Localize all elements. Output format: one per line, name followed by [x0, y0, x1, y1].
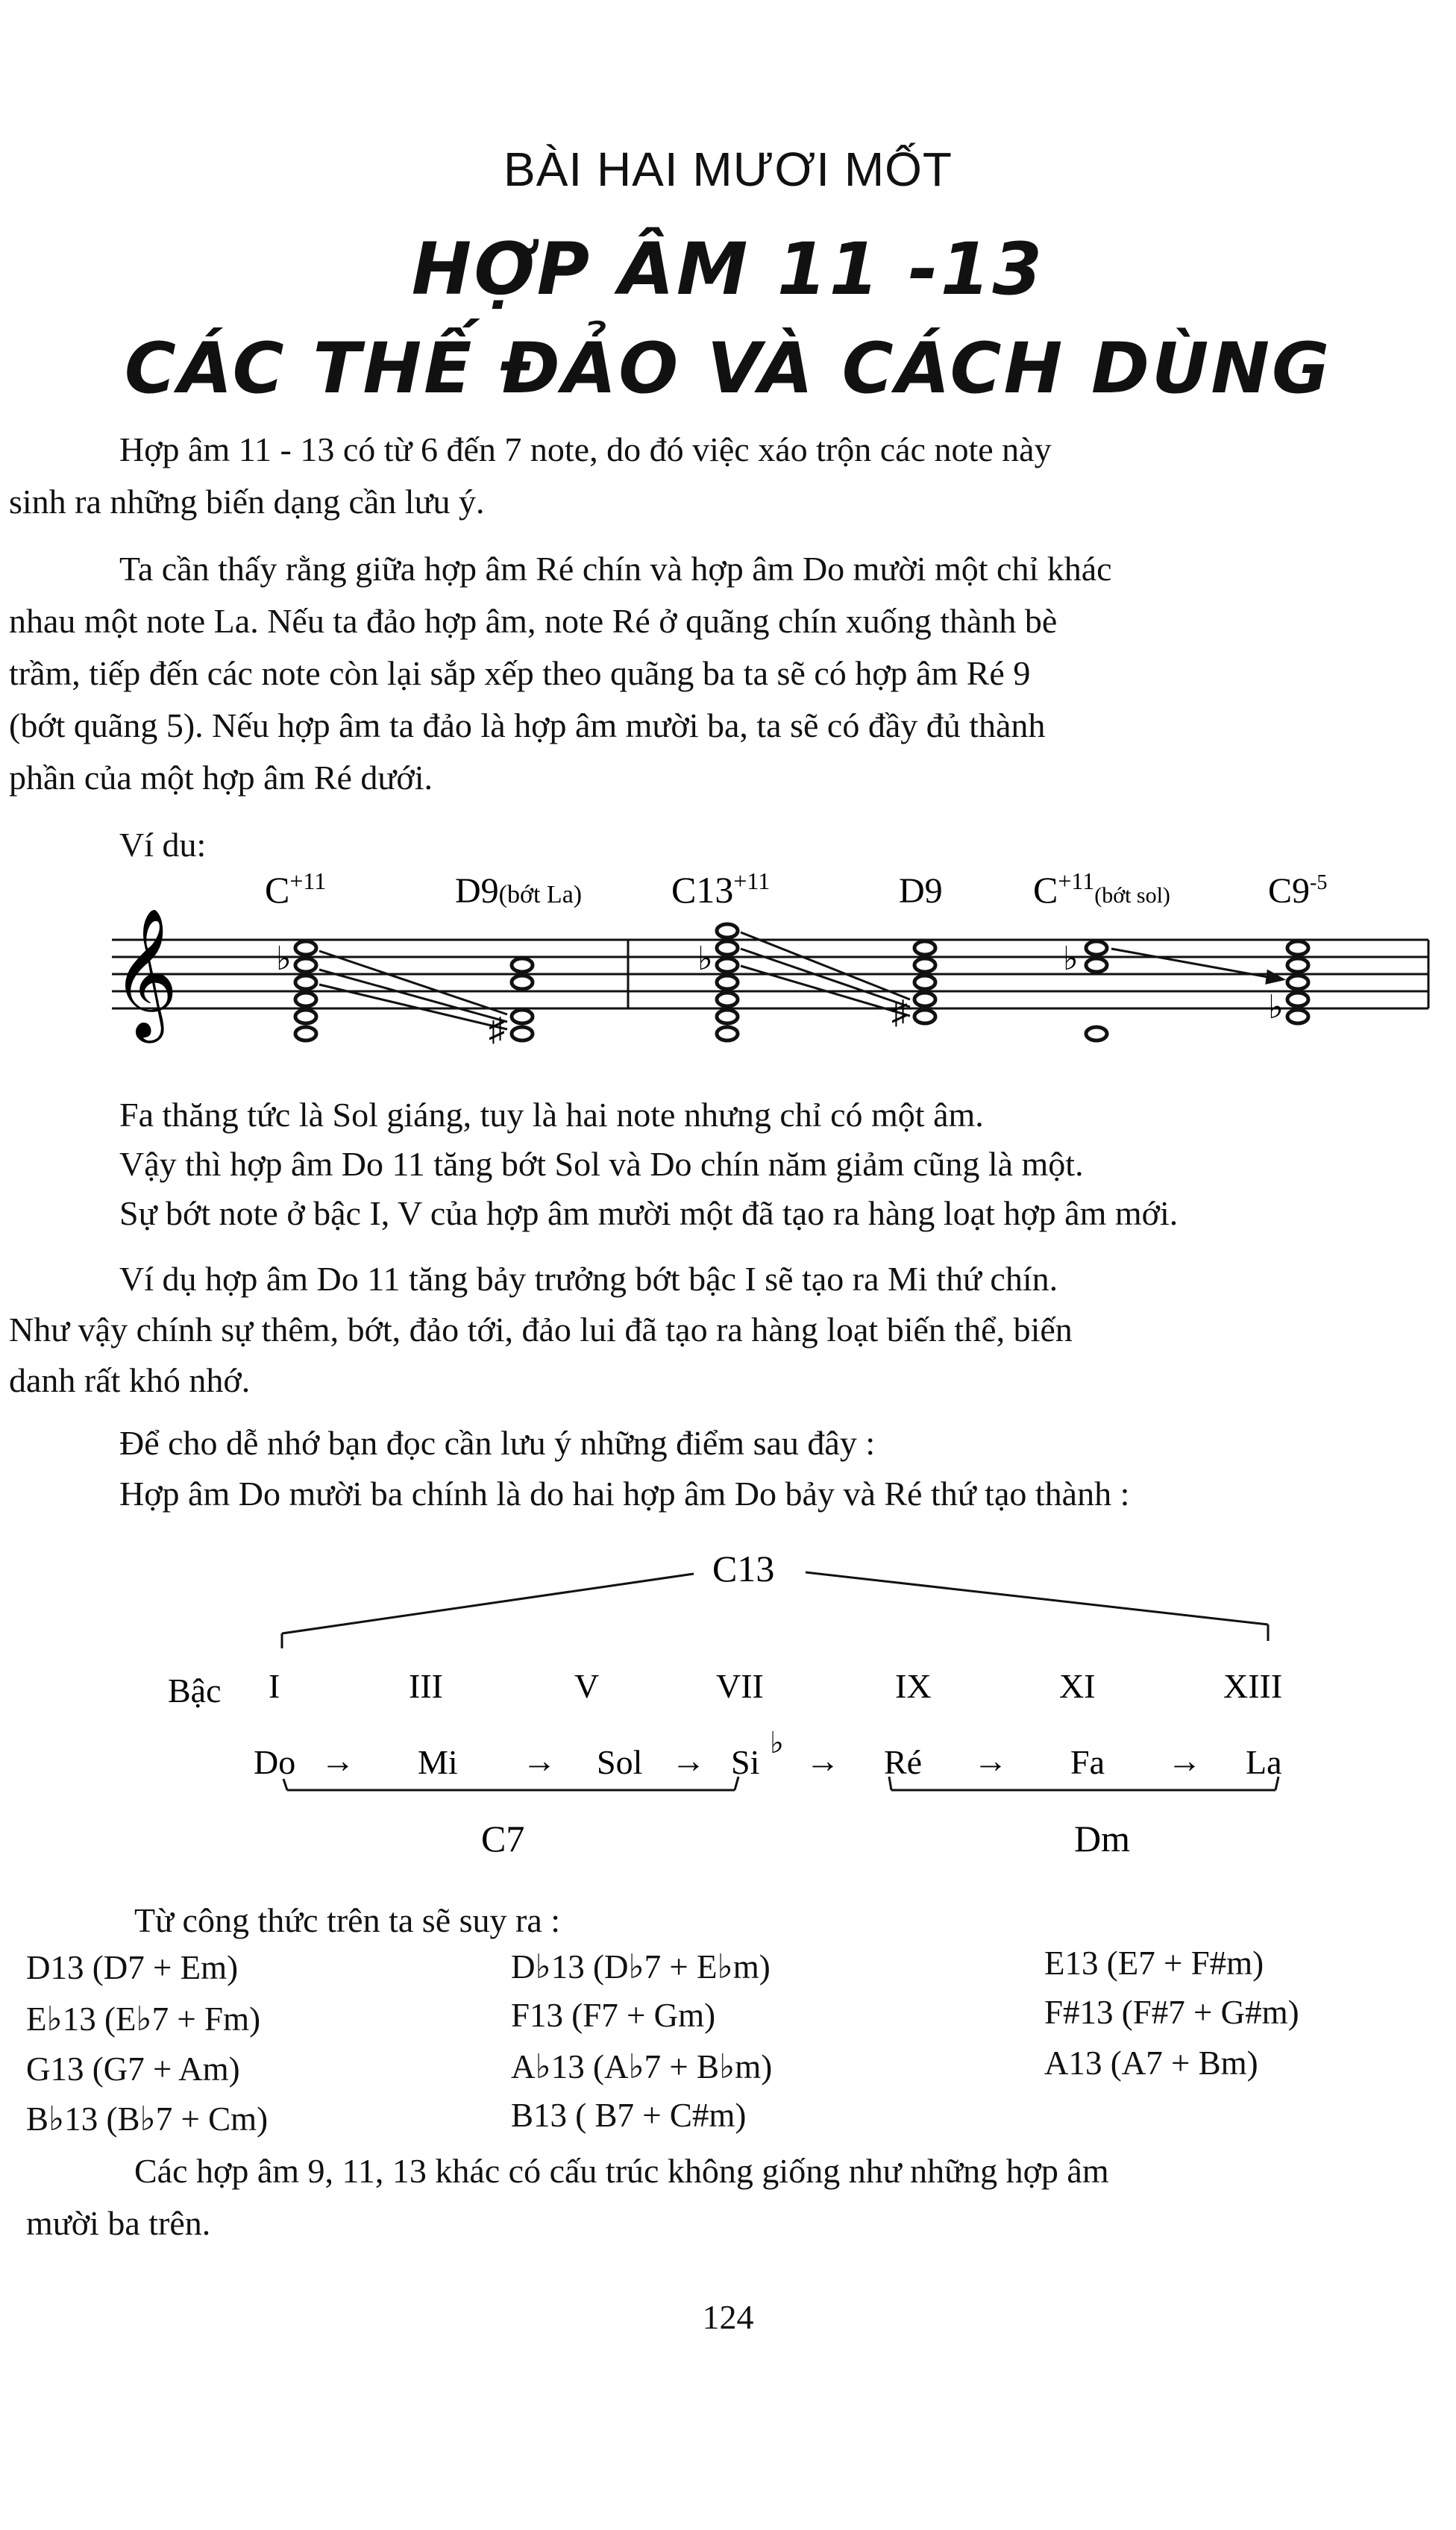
connecting-arrows — [319, 932, 1283, 1029]
note: Ré — [884, 1743, 923, 1781]
note: Si — [731, 1743, 760, 1781]
degree: I — [269, 1667, 280, 1705]
formula-cell: G13 (G7 + Am) — [26, 2050, 240, 2088]
note: Mi — [418, 1743, 458, 1781]
note: Fa — [1070, 1743, 1105, 1781]
group-label-c7: C7 — [481, 1818, 525, 1859]
diagram-top-label: C13 — [712, 1548, 775, 1589]
paragraph-line: trầm, tiếp đến các note còn lại sắp xếp theo quãng ba ta sẽ có hợp âm Ré 9 — [9, 654, 1031, 692]
arrow-icon: → — [1167, 1742, 1202, 1780]
paragraph-line: Sự bớt note ở bậc I, V của hợp âm mười một đã tạo ra hàng loạt hợp âm mới. — [119, 1194, 1179, 1232]
example-label: Ví du: — [119, 826, 207, 864]
arrow-icon: → — [321, 1742, 355, 1780]
note: Sol — [597, 1743, 643, 1781]
paragraph-line: Để cho dễ nhớ bạn đọc cần lưu ý những điểm sau đây : — [119, 1424, 876, 1462]
music-example — [0, 858, 1456, 1078]
sharp-icon: ♯ — [489, 1011, 505, 1048]
chord-d9-2 — [914, 941, 935, 1023]
note: Do — [254, 1743, 296, 1781]
page-number: 124 — [702, 2298, 754, 2336]
degree-label: Bậc — [168, 1672, 222, 1710]
paragraph-line: Hợp âm Do mười ba chính là do hai hợp âm Do bảy và Ré thứ tạo thành : — [119, 1475, 1130, 1513]
chord-symbol: D9 — [899, 871, 943, 911]
arrow-icon: → — [522, 1742, 556, 1780]
flat-icon: ♭ — [1063, 941, 1079, 977]
formulas-intro: Từ công thức trên ta sẽ suy ra : — [134, 1901, 561, 1939]
chord-symbol: $C^{+11}$ — [265, 867, 327, 911]
paragraph-line: nhau một note La. Nếu ta đảo hợp âm, note Ré ở quãng chín xuống thành bè — [9, 602, 1058, 640]
formula-cell: E♭13 (E♭7 + Fm) — [26, 2000, 261, 2038]
group-label-dm: Dm — [1074, 1818, 1130, 1859]
formula-cell: B13 ( B7 + C#m) — [511, 2097, 747, 2134]
chapter-title: HỢP ÂM 11 -13 — [411, 227, 1045, 311]
degree: IX — [895, 1667, 932, 1705]
formula-cell: D13 (D7 + Em) — [26, 1949, 239, 1986]
paragraph-line: phần của một hợp âm Ré dưới. — [9, 759, 433, 797]
flat-icon: ♭ — [1268, 989, 1284, 1026]
chapter-subtitle: CÁC THẾ ĐẢO VÀ CÁCH DÙNG — [124, 328, 1332, 409]
lesson-heading: BÀI HAI MƯƠI MỐT — [503, 142, 953, 196]
paragraph-line: danh rất khó nhớ. — [9, 1361, 251, 1399]
formula-cell: F#13 (F#7 + G#m) — [1044, 1994, 1299, 2031]
degree: VII — [716, 1667, 764, 1705]
chord-d9 — [512, 958, 533, 1040]
paragraph-line: mười ba trên. — [26, 2204, 211, 2242]
arrow-icon: → — [806, 1742, 840, 1780]
note-heads — [295, 924, 1308, 1040]
flat-icon: ♭ — [276, 941, 292, 977]
chord-c9-5 — [1287, 941, 1308, 1023]
flat-icon: ♭ — [697, 941, 713, 977]
paragraph-line: (bớt quãng 5). Nếu hợp âm ta đảo là hợp âm mười ba, ta sẽ có đầy đủ thành — [9, 706, 1046, 744]
paragraph-line: Fa thăng tức là Sol giáng, tuy là hai note nhưng chỉ có một âm. — [119, 1096, 984, 1134]
degree: XI — [1059, 1667, 1096, 1705]
formula-cell: E13 (E7 + F#m) — [1044, 1944, 1264, 1982]
paragraph-line: sinh ra những biến dạng cần lưu ý. — [9, 483, 485, 521]
chord-diagram — [0, 1536, 1456, 1891]
paragraph-line: Vậy thì hợp âm Do 11 tăng bớt Sol và Do chín năm giảm cũng là một. — [119, 1145, 1084, 1183]
formula-cell: D♭13 (D♭7 + E♭m) — [511, 1948, 771, 1986]
degree: V — [574, 1667, 600, 1705]
paragraph-line: Ví dụ hợp âm Do 11 tăng bảy trưởng bớt bậc I sẽ tạo ra Mi thứ chín. — [119, 1260, 1058, 1298]
paragraph-line: Các hợp âm 9, 11, 13 khác có cấu trúc không giống như những hợp âm — [134, 2152, 1109, 2190]
paragraph-line: Ta cần thấy rằng giữa hợp âm Ré chín và hợp âm Do mười một chỉ khác — [119, 550, 1112, 588]
arrow-icon: → — [973, 1742, 1008, 1780]
degree: XIII — [1223, 1667, 1283, 1705]
chord-symbol: $C9^{-5}$ — [1268, 871, 1328, 911]
formula-cell: A♭13 (A♭7 + B♭m) — [511, 2048, 773, 2085]
treble-clef-icon: 𝄞 — [112, 911, 178, 1035]
arrow-icon: → — [671, 1742, 706, 1780]
flat-icon: ♭ — [770, 1726, 784, 1760]
degree: III — [409, 1667, 443, 1705]
paragraph-line: Hợp âm 11 - 13 có từ 6 đến 7 note, do đó việc xáo trộn các note này — [119, 430, 1052, 468]
staff-svg — [0, 858, 1456, 1074]
formula-cell: B♭13 (B♭7 + Cm) — [26, 2100, 269, 2138]
chord-symbol: $C13^{+11}$ — [671, 867, 771, 911]
note: La — [1246, 1743, 1282, 1781]
chord-symbol: $C^{+11}_{(bớt sol)}$ — [1033, 867, 1170, 911]
formula-cell: A13 (A7 + Bm) — [1044, 2044, 1258, 2082]
formula-cell: F13 (F7 + Gm) — [511, 1997, 716, 2034]
sharp-icon: ♯ — [891, 994, 908, 1031]
chord-symbol: D9(bớt La) — [455, 871, 583, 911]
paragraph-line: Như vậy chính sự thêm, bớt, đảo tới, đảo lui đã tạo ra hàng loạt biến thể, biến — [9, 1310, 1073, 1349]
chord-c13 — [717, 924, 738, 1040]
